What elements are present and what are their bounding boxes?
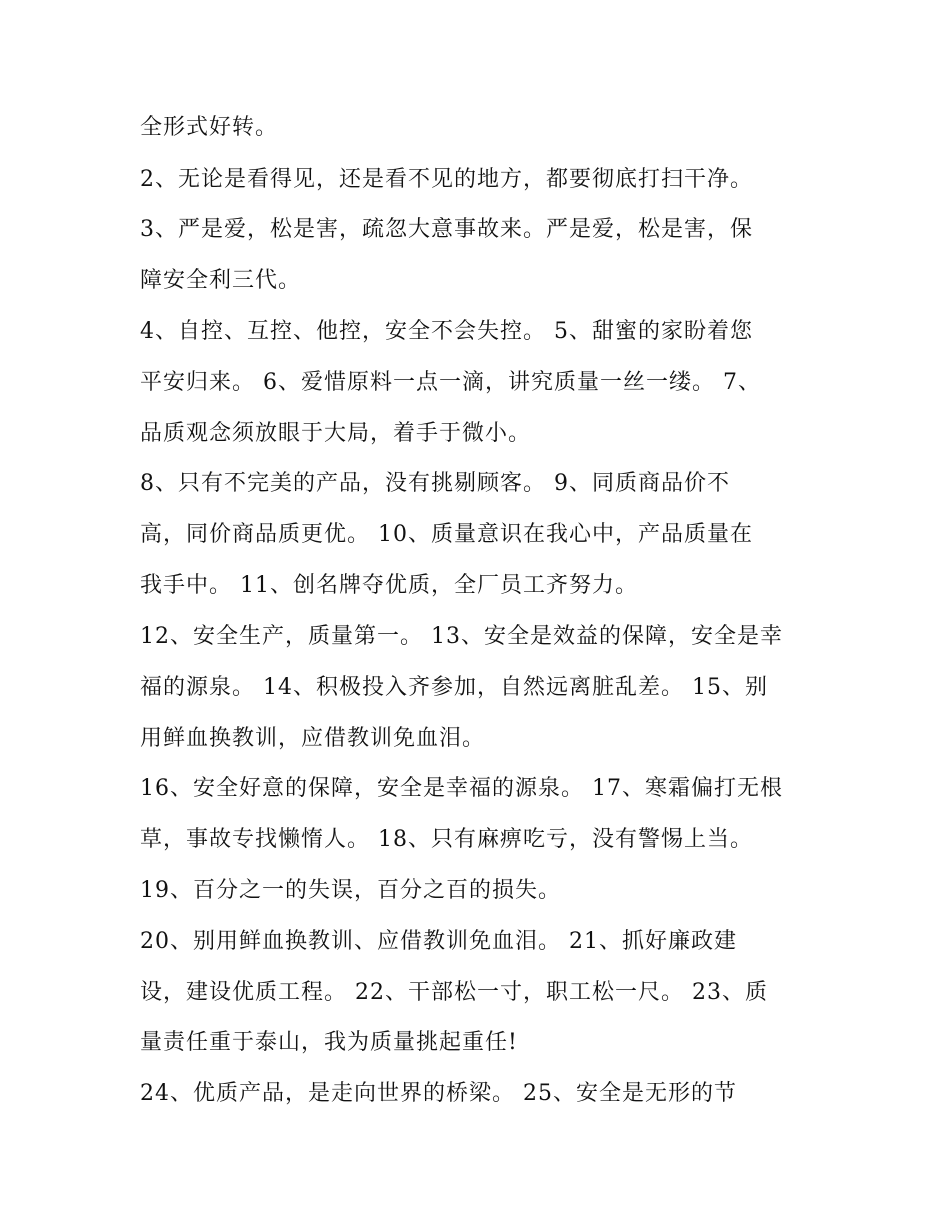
text-line: 4、自控、互控、他控，安全不会失控。 5、甜蜜的家盼着您: [140, 319, 753, 344]
text-line: 量责任重于泰山，我为质量挑起重任!: [140, 1030, 518, 1055]
text-line: 全形式好转。: [140, 115, 279, 140]
text-line: 8、只有不完美的产品，没有挑剔顾客。 9、同质商品价不: [140, 471, 730, 496]
text-line: 设，建设优质工程。 22、干部松一寸，职工松一尺。 23、质: [140, 980, 768, 1005]
text-line: 平安归来。 6、爱惜原料一点一滴，讲究质量一丝一缕。 7、: [140, 370, 761, 395]
text-line: 用鲜血换教训，应借教训免血泪。: [140, 726, 486, 751]
text-line: 我手中。 11、创名牌夺优质，全厂员工齐努力。: [140, 573, 638, 598]
text-line: 品质观念须放眼于大局，着手于微小。: [140, 421, 532, 446]
text-line: 2、无论是看得见，还是看不见的地方，都要彻底打扫干净。: [140, 167, 753, 192]
text-line: 20、别用鲜血换教训、应借教训免血泪。 21、抓好廉政建: [140, 929, 737, 954]
text-line: 19、百分之一的失误，百分之百的损失。: [140, 878, 561, 903]
text-line: 24、优质产品，是走向世界的桥梁。 25、安全是无形的节: [140, 1081, 737, 1106]
text-line: 草，事故专找懒惰人。 18、只有麻痹吃亏，没有警惕上当。: [140, 827, 753, 852]
text-line: 3、严是爱，松是害，疏忽大意事故来。严是爱，松是害，保: [140, 217, 753, 242]
text-line: 16、安全好意的保障，安全是幸福的源泉。 17、寒霜偏打无根: [140, 776, 783, 801]
text-line: 福的源泉。 14、积极投入齐参加，自然远离脏乱差。 15、别: [140, 675, 768, 700]
text-line: 障安全利三代。: [140, 268, 302, 293]
text-line: 12、安全生产，质量第一。 13、安全是效益的保障，安全是幸: [140, 624, 783, 649]
text-line: 高，同价商品质更优。 10、质量意识在我心中，产品质量在: [140, 522, 753, 547]
